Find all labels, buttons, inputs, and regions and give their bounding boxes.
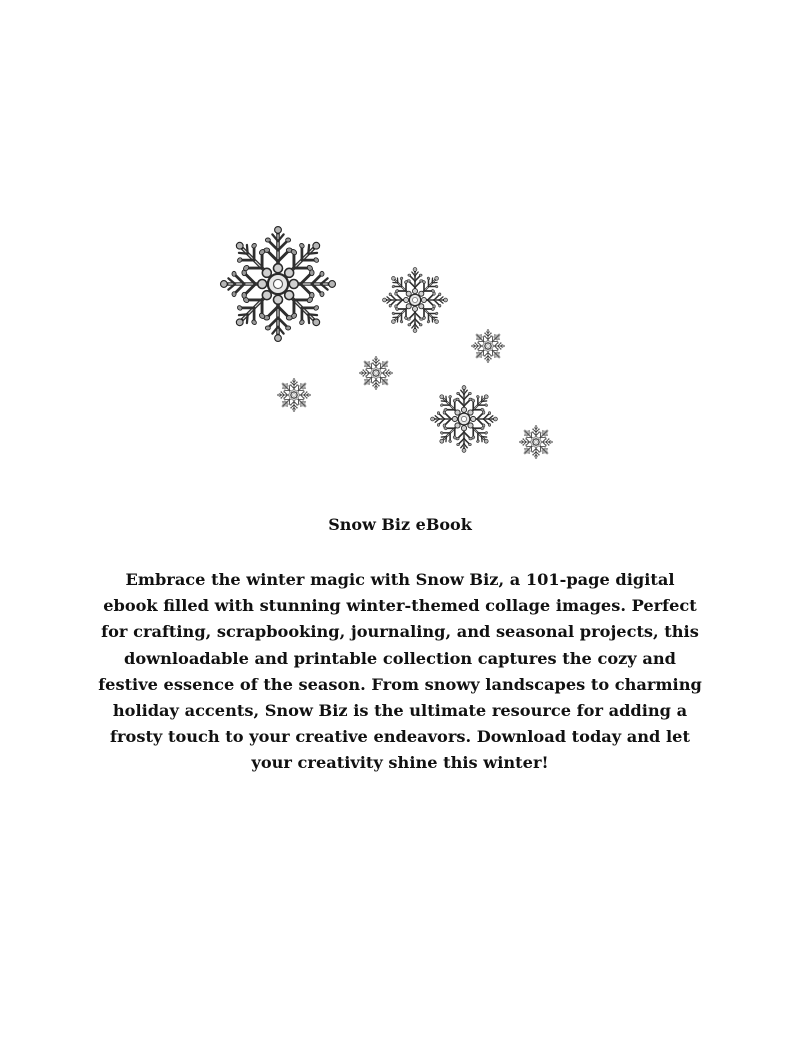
snowflake-icon — [470, 328, 506, 364]
snowflake-icon — [276, 377, 312, 413]
snowflake-icon — [358, 355, 394, 391]
page-title: Snow Biz eBook — [328, 515, 472, 534]
snowflake-icon — [380, 265, 450, 335]
snowflake-icon — [518, 424, 554, 460]
snowflake-icon — [428, 383, 500, 455]
description-paragraph: Embrace the winter magic with Snow Biz, a 101-page digital ebook filled with stunning winter-themed collage images. Perfect for crafting, scrapbooking, journaling, and seasonal projects, this downloadable and printable collection captures the cozy and festive essence of the season. From snowy landscapes to charming holiday accents, Snow Biz is the ultimate resource for adding a frosty touch to your creative endeavors. Download today and let your creativity shine this winter! — [98, 570, 702, 773]
snowflake-icon — [216, 222, 340, 346]
